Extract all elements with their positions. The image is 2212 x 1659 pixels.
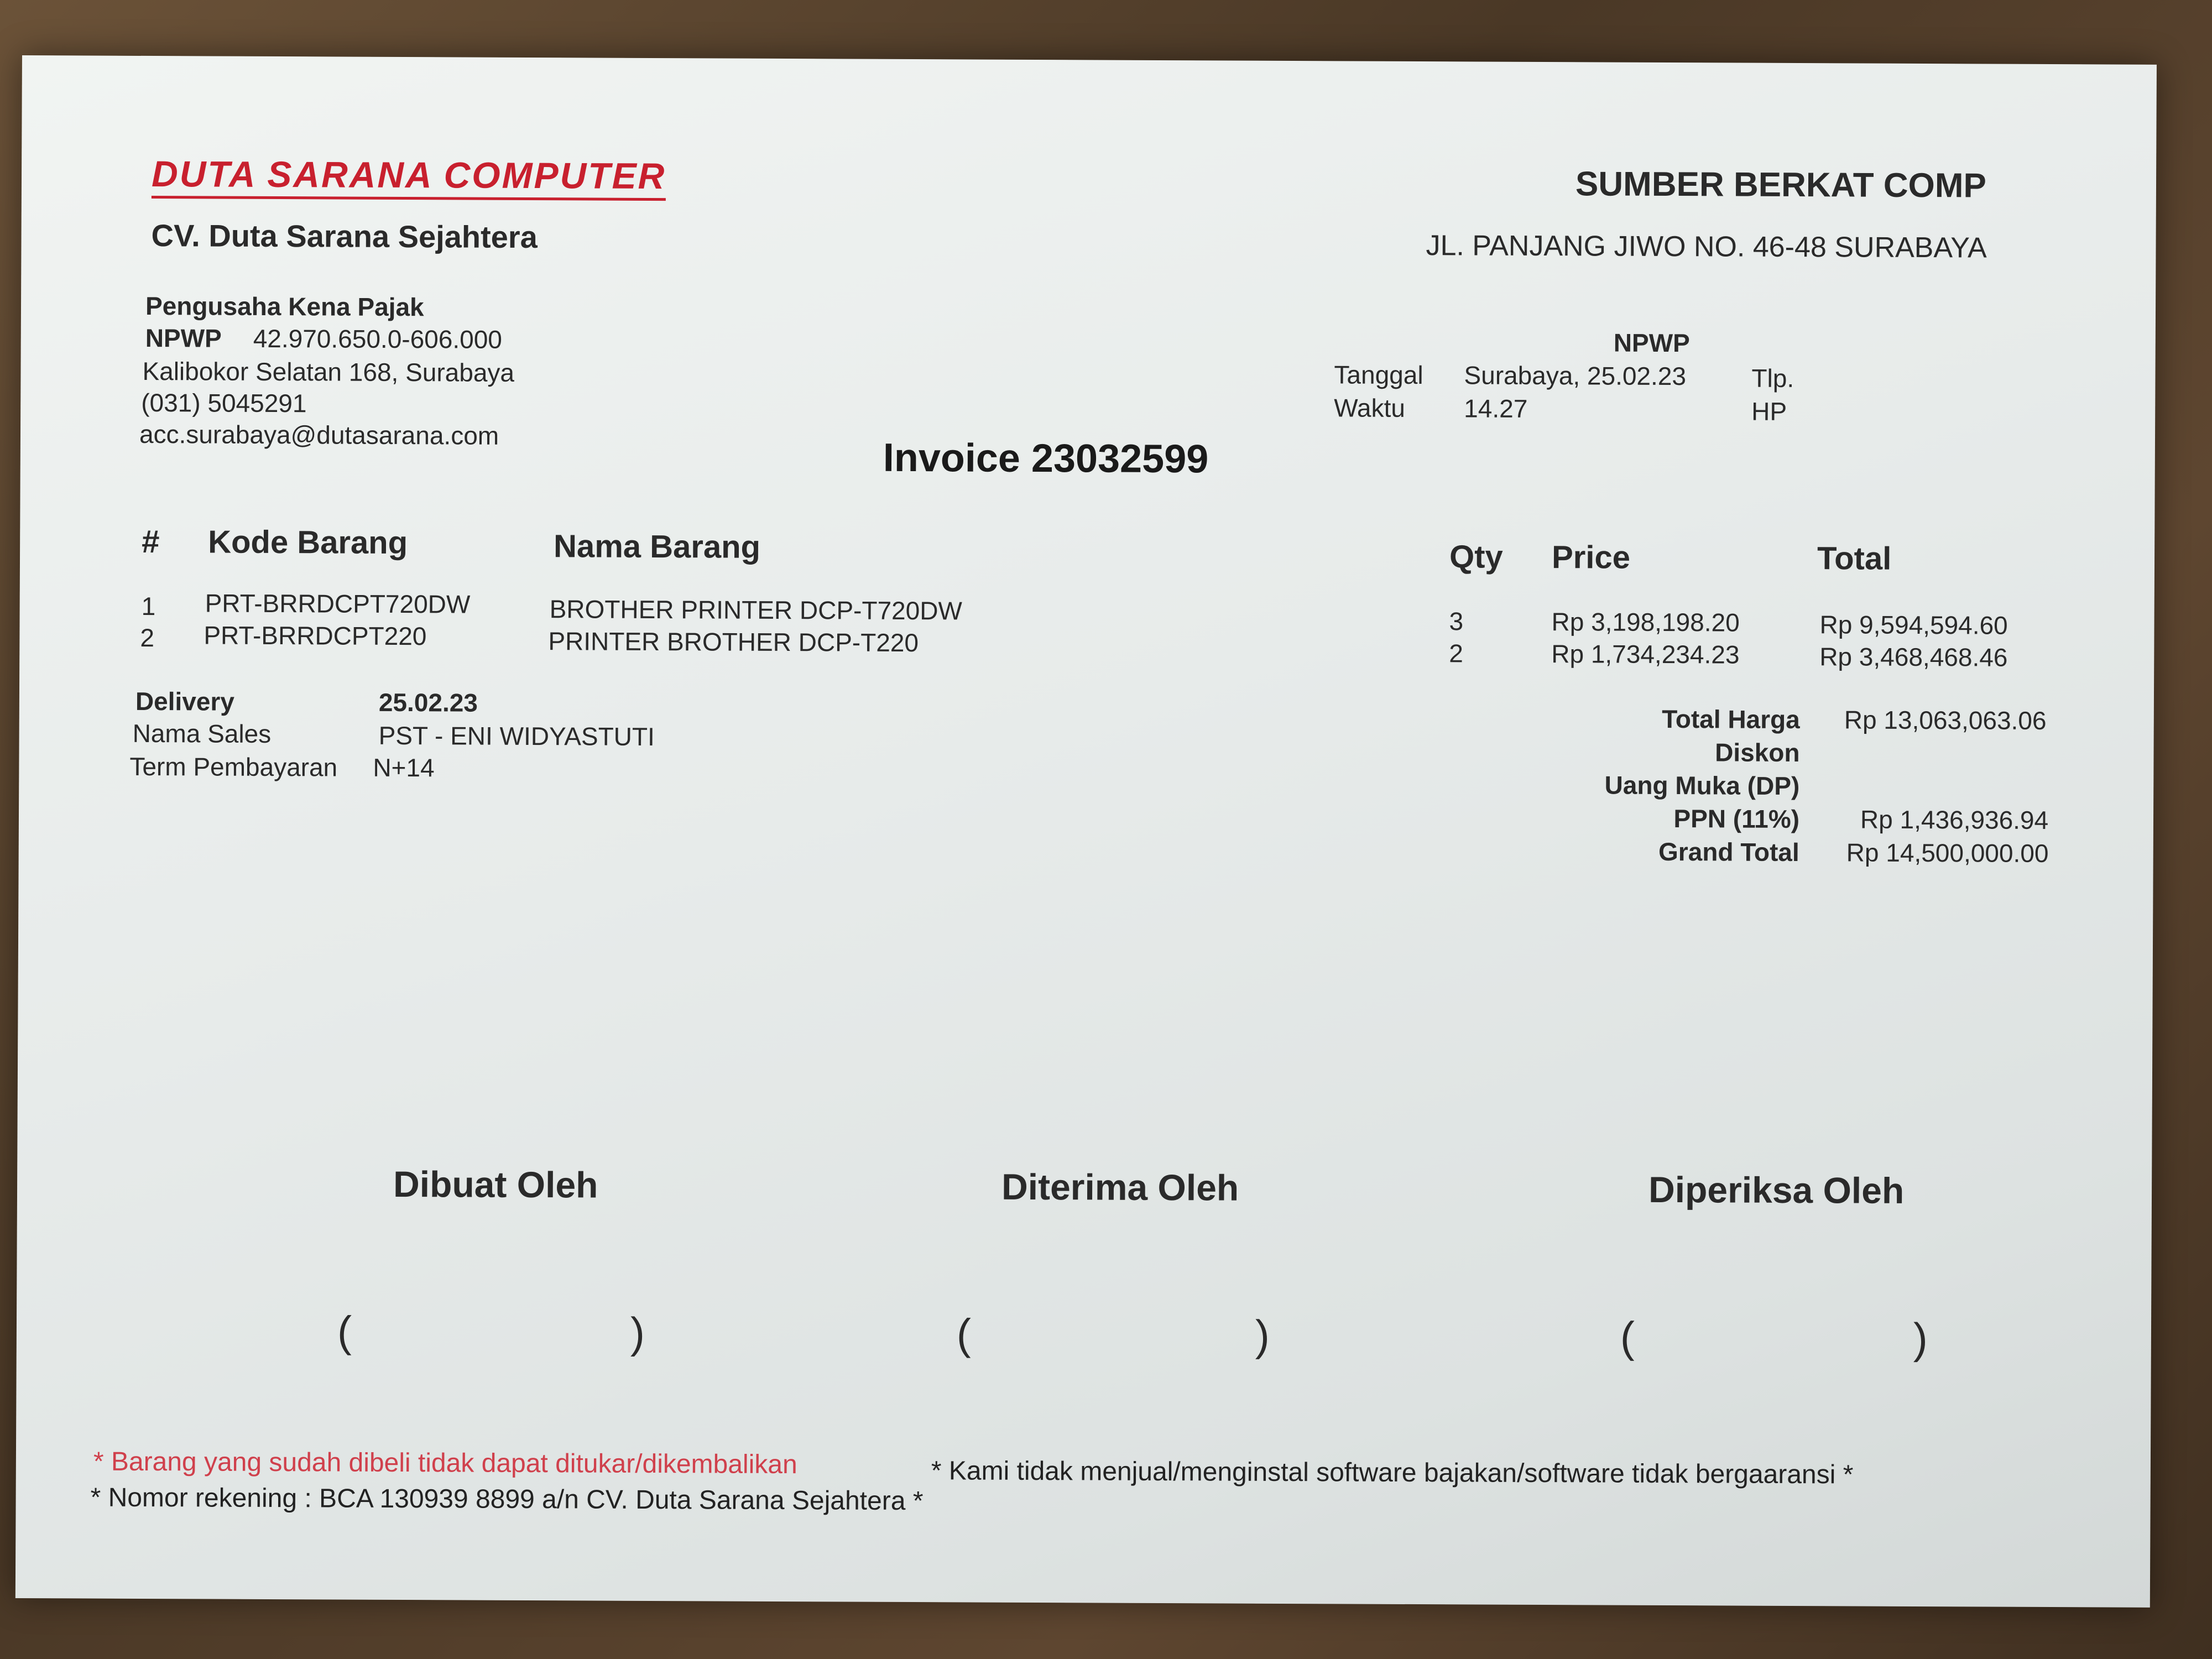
- time-value: 14.27: [1464, 394, 1528, 423]
- grand-total-value: Rp 14,500,000.00: [1846, 838, 2049, 868]
- signature-checked-by-open-paren: (: [1620, 1312, 1635, 1361]
- payment-term-label: Term Pembayaran: [129, 752, 338, 782]
- down-payment-label: Uang Muka (DP): [1604, 770, 1800, 801]
- date-label: Tanggal: [1334, 360, 1423, 390]
- table-row-2-total: Rp 3,468,468.46: [1819, 642, 2008, 672]
- col-header-price: Price: [1551, 539, 1631, 576]
- table-row-2-price: Rp 1,734,234.23: [1551, 639, 1740, 669]
- col-header-total: Total: [1817, 540, 1892, 577]
- table-row-1-code: PRT-BRRDCPT720DW: [205, 588, 471, 619]
- buyer-npwp-label: NPWP: [1613, 328, 1690, 358]
- seller-npwp-value: 42.970.650.0-606.000: [253, 324, 503, 354]
- seller-company-name: CV. Duta Sarana Sejahtera: [151, 218, 538, 255]
- ppn-label: PPN (11%): [1673, 804, 1800, 834]
- table-row-1-qty: 3: [1449, 607, 1464, 636]
- time-label: Waktu: [1334, 393, 1406, 422]
- buyer-name: SUMBER BERKAT COMP: [1575, 165, 1987, 205]
- signature-received-by-label: Diterima Oleh: [1001, 1166, 1239, 1208]
- seller-npwp-label: NPWP: [145, 323, 222, 353]
- phone-label: Tlp.: [1751, 363, 1794, 393]
- seller-email: acc.surabaya@dutasarana.com: [139, 419, 499, 450]
- col-header-name: Nama Barang: [553, 528, 761, 565]
- date-value: Surabaya, 25.02.23: [1464, 361, 1687, 391]
- total-harga-value: Rp 13,063,063.06: [1844, 705, 2047, 735]
- note-bank-account: * Nomor rekening : BCA 130939 8899 a/n CV. Duta Sarana Sejahtera *: [90, 1483, 924, 1516]
- grand-total-label: Grand Total: [1658, 837, 1799, 867]
- delivery-value: 25.02.23: [378, 687, 478, 717]
- table-row-2-qty: 2: [1449, 639, 1464, 668]
- ppn-value: Rp 1,436,936.94: [1860, 805, 2049, 835]
- note-no-pirated-software: * Kami tidak menjual/menginstal software bajakan/software tidak bergaaransi *: [931, 1456, 1854, 1490]
- col-header-number: #: [142, 523, 160, 560]
- invoice-title: Invoice 23032599: [883, 435, 1209, 482]
- delivery-label: Delivery: [135, 686, 235, 716]
- table-row-2-name: PRINTER BROTHER DCP-T220: [548, 627, 919, 658]
- signature-received-by-close-paren: ): [1255, 1311, 1270, 1360]
- table-row-2-code: PRT-BRRDCPT220: [204, 620, 427, 651]
- buyer-address: JL. PANJANG JIWO NO. 46-48 SURABAYA: [1426, 229, 1987, 264]
- col-header-code: Kode Barang: [208, 524, 408, 561]
- note-no-return: * Barang yang sudah dibeli tidak dapat ditukar/dikembalikan: [93, 1447, 797, 1480]
- col-header-qty: Qty: [1449, 539, 1503, 575]
- signature-checked-by-label: Diperiksa Oleh: [1648, 1168, 1905, 1211]
- tax-status-label: Pengusaha Kena Pajak: [145, 291, 424, 322]
- table-row-1-price: Rp 3,198,198.20: [1551, 607, 1740, 637]
- table-row-1-number: 1: [141, 591, 156, 621]
- signature-received-by-open-paren: (: [956, 1310, 972, 1359]
- payment-term-value: N+14: [373, 753, 435, 782]
- seller-address: Kalibokor Selatan 168, Surabaya: [142, 356, 515, 387]
- total-harga-label: Total Harga: [1662, 704, 1800, 734]
- table-row-1-name: BROTHER PRINTER DCP-T720DW: [549, 594, 963, 625]
- table-row-1-total: Rp 9,594,594.60: [1819, 610, 2008, 640]
- invoice-paper: [15, 55, 2157, 1608]
- signature-checked-by-close-paren: ): [1913, 1313, 1928, 1363]
- seller-phone: (031) 5045291: [141, 388, 307, 418]
- seller-logo: DUTA SARANA COMPUTER: [152, 153, 666, 201]
- table-row-2-number: 2: [140, 623, 155, 653]
- signature-made-by-label: Dibuat Oleh: [393, 1163, 598, 1206]
- signature-made-by-open-paren: (: [337, 1307, 352, 1356]
- signature-made-by-close-paren: ): [630, 1308, 645, 1357]
- sales-value: PST - ENI WIDYASTUTI: [378, 721, 655, 752]
- mobile-label: HP: [1751, 397, 1787, 426]
- sales-label: Nama Sales: [132, 718, 272, 748]
- discount-label: Diskon: [1715, 738, 1800, 768]
